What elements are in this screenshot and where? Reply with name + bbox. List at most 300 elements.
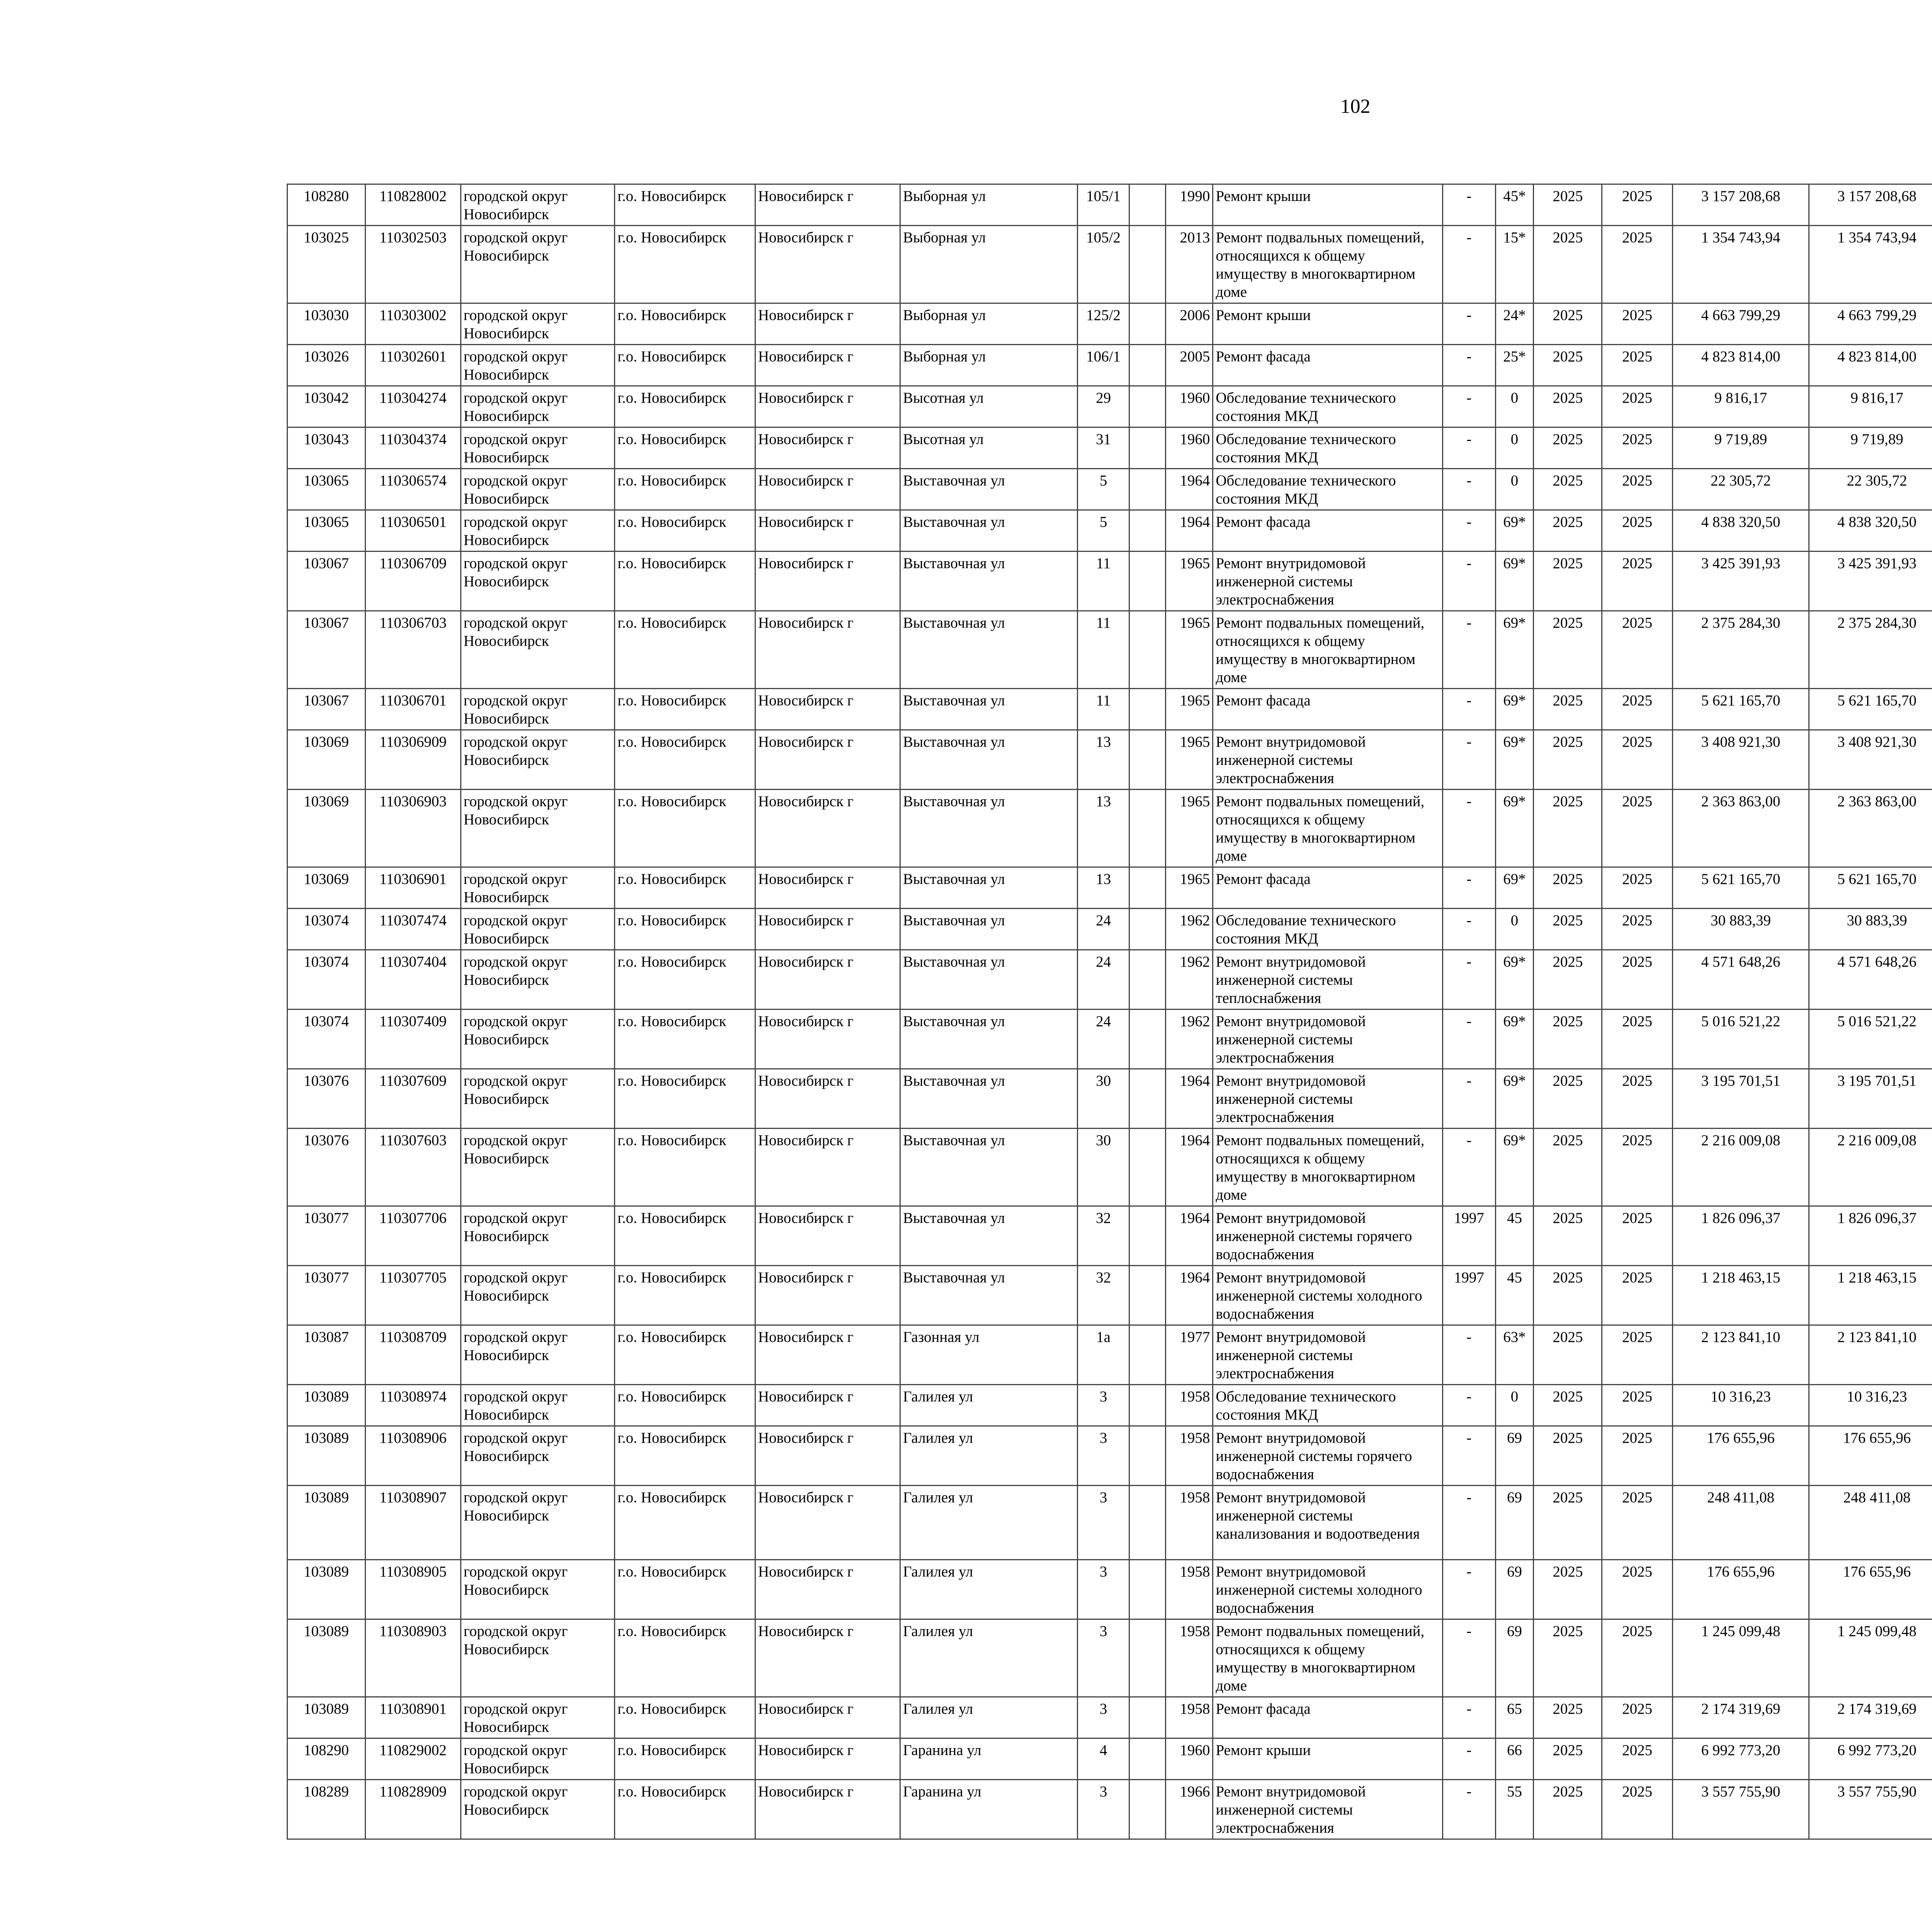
cell-street: Выставочная ул bbox=[900, 1266, 1077, 1325]
cell-wear-percent: 69* bbox=[1495, 790, 1533, 867]
cell-street: Выборная ул bbox=[900, 345, 1077, 386]
cell-wear-percent: 63* bbox=[1495, 1325, 1533, 1385]
cell-municipality: г.о. Новосибирск bbox=[615, 909, 755, 950]
cell-last-repair-year: - bbox=[1442, 1129, 1495, 1206]
cell-settlement: Новосибирск г bbox=[755, 386, 900, 427]
cell-house-number: 13 bbox=[1077, 867, 1129, 909]
cell-year-built: 1990 bbox=[1166, 184, 1213, 226]
cell-wear-percent: 66 bbox=[1495, 1738, 1533, 1780]
cell-total-cost: 9 719,89 bbox=[1672, 427, 1809, 469]
cell-regional-fund-cost: 3 157 208,68 bbox=[1809, 184, 1932, 226]
cell-municipality: г.о. Новосибирск bbox=[615, 1780, 755, 1839]
cell-house-id: 103025 bbox=[287, 226, 366, 303]
cell-house-id: 103069 bbox=[287, 790, 366, 867]
cell-year-built: 1964 bbox=[1166, 1129, 1213, 1206]
table-row bbox=[287, 730, 1932, 790]
cell-municipal-district: городской округ Новосибирск bbox=[461, 552, 615, 611]
cell-house-id: 103077 bbox=[287, 1266, 366, 1325]
cell-street: Выставочная ул bbox=[900, 1129, 1077, 1206]
cell-municipal-district: городской округ Новосибирск bbox=[461, 303, 615, 345]
cell-total-cost: 2 123 841,10 bbox=[1672, 1325, 1809, 1385]
cell-street: Галилея ул bbox=[900, 1560, 1077, 1619]
cell-house-id: 103043 bbox=[287, 427, 366, 469]
cell-plan-year-from: 2025 bbox=[1534, 552, 1602, 611]
table-row bbox=[287, 1206, 1932, 1266]
table-row bbox=[287, 303, 1932, 345]
cell-municipal-district: городской округ Новосибирск bbox=[461, 1486, 615, 1560]
cell-wear-percent: 0 bbox=[1495, 1385, 1533, 1426]
table-row bbox=[287, 1069, 1932, 1129]
cell-house-number: 3 bbox=[1077, 1426, 1129, 1486]
cell-municipality: г.о. Новосибирск bbox=[615, 950, 755, 1010]
cell-municipality: г.о. Новосибирск bbox=[615, 345, 755, 386]
cell-municipality: г.о. Новосибирск bbox=[615, 1010, 755, 1069]
cell-settlement: Новосибирск г bbox=[755, 1780, 900, 1839]
cell-wear-percent: 69 bbox=[1495, 1486, 1533, 1560]
cell-municipality: г.о. Новосибирск bbox=[615, 226, 755, 303]
cell-building bbox=[1129, 1780, 1166, 1839]
cell-last-repair-year: - bbox=[1442, 790, 1495, 867]
cell-house-id: 108290 bbox=[287, 1738, 366, 1780]
cell-year-built: 1958 bbox=[1166, 1385, 1213, 1426]
cell-total-cost: 4 823 814,00 bbox=[1672, 345, 1809, 386]
cell-building bbox=[1129, 1486, 1166, 1560]
cell-municipality: г.о. Новосибирск bbox=[615, 1560, 755, 1619]
cell-house-id: 103076 bbox=[287, 1129, 366, 1206]
cell-municipal-district: городской округ Новосибирск bbox=[461, 730, 615, 790]
cell-plan-year-to: 2025 bbox=[1602, 730, 1672, 790]
cell-total-cost: 3 425 391,93 bbox=[1672, 552, 1809, 611]
cell-work-type: Ремонт внутридомовой инженерной системы электроснабжения bbox=[1213, 730, 1442, 790]
cell-plan-year-to: 2025 bbox=[1602, 303, 1672, 345]
cell-regional-fund-cost: 3 425 391,93 bbox=[1809, 552, 1932, 611]
cell-plan-year-to: 2025 bbox=[1602, 1426, 1672, 1486]
cell-record-id: 110308907 bbox=[365, 1486, 461, 1560]
cell-regional-fund-cost: 1 218 463,15 bbox=[1809, 1266, 1932, 1325]
cell-work-type: Ремонт внутридомовой инженерной системы канализования и водоотведения bbox=[1213, 1486, 1442, 1560]
cell-total-cost: 1 826 096,37 bbox=[1672, 1206, 1809, 1266]
table-row bbox=[287, 1325, 1932, 1385]
cell-municipal-district: городской округ Новосибирск bbox=[461, 226, 615, 303]
cell-settlement: Новосибирск г bbox=[755, 1738, 900, 1780]
cell-building bbox=[1129, 1010, 1166, 1069]
cell-building bbox=[1129, 303, 1166, 345]
cell-plan-year-to: 2025 bbox=[1602, 1619, 1672, 1697]
cell-plan-year-to: 2025 bbox=[1602, 1325, 1672, 1385]
cell-settlement: Новосибирск г bbox=[755, 303, 900, 345]
cell-plan-year-from: 2025 bbox=[1534, 1619, 1602, 1697]
cell-settlement: Новосибирск г bbox=[755, 510, 900, 552]
cell-street: Галилея ул bbox=[900, 1486, 1077, 1560]
cell-settlement: Новосибирск г bbox=[755, 1486, 900, 1560]
cell-settlement: Новосибирск г bbox=[755, 226, 900, 303]
cell-house-id: 103077 bbox=[287, 1206, 366, 1266]
cell-settlement: Новосибирск г bbox=[755, 1129, 900, 1206]
cell-record-id: 110307404 bbox=[365, 950, 461, 1010]
cell-record-id: 110304374 bbox=[365, 427, 461, 469]
cell-wear-percent: 0 bbox=[1495, 469, 1533, 510]
cell-house-id: 103074 bbox=[287, 909, 366, 950]
cell-municipality: г.о. Новосибирск bbox=[615, 730, 755, 790]
cell-regional-fund-cost: 30 883,39 bbox=[1809, 909, 1932, 950]
cell-work-type: Обследование технического состояния МКД bbox=[1213, 427, 1442, 469]
cell-total-cost: 3 557 755,90 bbox=[1672, 1780, 1809, 1839]
cell-municipal-district: городской округ Новосибирск bbox=[461, 950, 615, 1010]
cell-house-number: 30 bbox=[1077, 1129, 1129, 1206]
table-row bbox=[287, 469, 1932, 510]
cell-building bbox=[1129, 790, 1166, 867]
cell-building bbox=[1129, 950, 1166, 1010]
table-row bbox=[287, 552, 1932, 611]
cell-year-built: 2006 bbox=[1166, 303, 1213, 345]
table-row bbox=[287, 1266, 1932, 1325]
cell-regional-fund-cost: 248 411,08 bbox=[1809, 1486, 1932, 1560]
cell-year-built: 1958 bbox=[1166, 1697, 1213, 1738]
table-row bbox=[287, 611, 1932, 689]
cell-settlement: Новосибирск г bbox=[755, 427, 900, 469]
cell-plan-year-from: 2025 bbox=[1534, 1385, 1602, 1426]
cell-work-type: Обследование технического состояния МКД bbox=[1213, 386, 1442, 427]
cell-year-built: 1962 bbox=[1166, 950, 1213, 1010]
cell-year-built: 1960 bbox=[1166, 427, 1213, 469]
cell-wear-percent: 65 bbox=[1495, 1697, 1533, 1738]
cell-house-number: 30 bbox=[1077, 1069, 1129, 1129]
cell-plan-year-from: 2025 bbox=[1534, 303, 1602, 345]
cell-house-id: 103074 bbox=[287, 950, 366, 1010]
cell-total-cost: 2 363 863,00 bbox=[1672, 790, 1809, 867]
cell-municipality: г.о. Новосибирск bbox=[615, 1697, 755, 1738]
cell-house-number: 1а bbox=[1077, 1325, 1129, 1385]
cell-last-repair-year: - bbox=[1442, 469, 1495, 510]
cell-work-type: Ремонт крыши bbox=[1213, 303, 1442, 345]
cell-wear-percent: 45* bbox=[1495, 184, 1533, 226]
cell-municipal-district: городской округ Новосибирск bbox=[461, 909, 615, 950]
cell-last-repair-year: - bbox=[1442, 226, 1495, 303]
cell-record-id: 110306703 bbox=[365, 611, 461, 689]
cell-total-cost: 4 571 648,26 bbox=[1672, 950, 1809, 1010]
cell-work-type: Ремонт фасада bbox=[1213, 345, 1442, 386]
cell-regional-fund-cost: 4 571 648,26 bbox=[1809, 950, 1932, 1010]
cell-house-number: 5 bbox=[1077, 469, 1129, 510]
cell-house-number: 4 bbox=[1077, 1738, 1129, 1780]
cell-municipality: г.о. Новосибирск bbox=[615, 867, 755, 909]
cell-street: Выставочная ул bbox=[900, 730, 1077, 790]
cell-plan-year-from: 2025 bbox=[1534, 1780, 1602, 1839]
cell-house-number: 32 bbox=[1077, 1266, 1129, 1325]
cell-building bbox=[1129, 867, 1166, 909]
cell-wear-percent: 15* bbox=[1495, 226, 1533, 303]
cell-year-built: 1960 bbox=[1166, 386, 1213, 427]
cell-wear-percent: 55 bbox=[1495, 1780, 1533, 1839]
cell-year-built: 1960 bbox=[1166, 1738, 1213, 1780]
cell-year-built: 1977 bbox=[1166, 1325, 1213, 1385]
cell-house-number: 13 bbox=[1077, 790, 1129, 867]
table-row bbox=[287, 790, 1932, 867]
cell-plan-year-from: 2025 bbox=[1534, 345, 1602, 386]
cell-plan-year-to: 2025 bbox=[1602, 689, 1672, 730]
cell-plan-year-from: 2025 bbox=[1534, 386, 1602, 427]
cell-plan-year-to: 2025 bbox=[1602, 1010, 1672, 1069]
cell-wear-percent: 45 bbox=[1495, 1206, 1533, 1266]
cell-year-built: 1965 bbox=[1166, 867, 1213, 909]
cell-last-repair-year: - bbox=[1442, 1010, 1495, 1069]
cell-municipality: г.о. Новосибирск bbox=[615, 1619, 755, 1697]
cell-record-id: 110303002 bbox=[365, 303, 461, 345]
cell-last-repair-year: - bbox=[1442, 867, 1495, 909]
cell-year-built: 1964 bbox=[1166, 510, 1213, 552]
cell-street: Выставочная ул bbox=[900, 1069, 1077, 1129]
cell-plan-year-to: 2025 bbox=[1602, 552, 1672, 611]
cell-record-id: 110307603 bbox=[365, 1129, 461, 1206]
cell-work-type: Ремонт подвальных помещений, относящихся к общему имуществу в многоквартирном доме bbox=[1213, 611, 1442, 689]
cell-record-id: 110828002 bbox=[365, 184, 461, 226]
cell-total-cost: 176 655,96 bbox=[1672, 1426, 1809, 1486]
cell-municipal-district: городской округ Новосибирск bbox=[461, 469, 615, 510]
cell-street: Выставочная ул bbox=[900, 909, 1077, 950]
table-row bbox=[287, 909, 1932, 950]
cell-house-id: 103089 bbox=[287, 1697, 366, 1738]
cell-total-cost: 22 305,72 bbox=[1672, 469, 1809, 510]
cell-last-repair-year: - bbox=[1442, 1325, 1495, 1385]
cell-year-built: 1958 bbox=[1166, 1486, 1213, 1560]
cell-plan-year-to: 2025 bbox=[1602, 1486, 1672, 1560]
table-row bbox=[287, 1738, 1932, 1780]
cell-year-built: 1962 bbox=[1166, 1010, 1213, 1069]
cell-municipal-district: городской округ Новосибирск bbox=[461, 510, 615, 552]
cell-settlement: Новосибирск г bbox=[755, 730, 900, 790]
cell-settlement: Новосибирск г bbox=[755, 1426, 900, 1486]
cell-plan-year-to: 2025 bbox=[1602, 1738, 1672, 1780]
cell-municipality: г.о. Новосибирск bbox=[615, 510, 755, 552]
cell-street: Галилея ул bbox=[900, 1426, 1077, 1486]
cell-year-built: 2005 bbox=[1166, 345, 1213, 386]
cell-last-repair-year: - bbox=[1442, 730, 1495, 790]
cell-municipality: г.о. Новосибирск bbox=[615, 1738, 755, 1780]
cell-plan-year-from: 2025 bbox=[1534, 730, 1602, 790]
cell-municipality: г.о. Новосибирск bbox=[615, 1385, 755, 1426]
cell-wear-percent: 69* bbox=[1495, 552, 1533, 611]
cell-record-id: 110308974 bbox=[365, 1385, 461, 1426]
cell-plan-year-to: 2025 bbox=[1602, 1129, 1672, 1206]
cell-work-type: Ремонт фасада bbox=[1213, 510, 1442, 552]
cell-plan-year-to: 2025 bbox=[1602, 1697, 1672, 1738]
cell-house-number: 11 bbox=[1077, 611, 1129, 689]
cell-house-number: 24 bbox=[1077, 950, 1129, 1010]
cell-regional-fund-cost: 1 245 099,48 bbox=[1809, 1619, 1932, 1697]
cell-municipal-district: городской округ Новосибирск bbox=[461, 1385, 615, 1426]
cell-house-id: 103089 bbox=[287, 1426, 366, 1486]
cell-last-repair-year: - bbox=[1442, 950, 1495, 1010]
cell-municipal-district: городской округ Новосибирск bbox=[461, 386, 615, 427]
cell-building bbox=[1129, 1738, 1166, 1780]
cell-building bbox=[1129, 1619, 1166, 1697]
cell-plan-year-from: 2025 bbox=[1534, 226, 1602, 303]
cell-record-id: 110308906 bbox=[365, 1426, 461, 1486]
cell-work-type: Ремонт внутридомовой инженерной системы холодного водоснабжения bbox=[1213, 1560, 1442, 1619]
cell-municipal-district: городской округ Новосибирск bbox=[461, 1560, 615, 1619]
cell-last-repair-year: - bbox=[1442, 1069, 1495, 1129]
cell-record-id: 110306701 bbox=[365, 689, 461, 730]
cell-street: Выборная ул bbox=[900, 184, 1077, 226]
table-row bbox=[287, 1010, 1932, 1069]
cell-work-type: Ремонт подвальных помещений, относящихся к общему имуществу в многоквартирном доме bbox=[1213, 790, 1442, 867]
cell-regional-fund-cost: 4 838 320,50 bbox=[1809, 510, 1932, 552]
cell-last-repair-year: - bbox=[1442, 345, 1495, 386]
cell-work-type: Ремонт крыши bbox=[1213, 1738, 1442, 1780]
cell-street: Выставочная ул bbox=[900, 611, 1077, 689]
cell-building bbox=[1129, 1560, 1166, 1619]
cell-total-cost: 5 621 165,70 bbox=[1672, 867, 1809, 909]
cell-total-cost: 2 216 009,08 bbox=[1672, 1129, 1809, 1206]
cell-street: Высотная ул bbox=[900, 386, 1077, 427]
cell-municipal-district: городской округ Новосибирск bbox=[461, 1780, 615, 1839]
cell-last-repair-year: - bbox=[1442, 1697, 1495, 1738]
cell-plan-year-from: 2025 bbox=[1534, 1129, 1602, 1206]
cell-street: Выставочная ул bbox=[900, 1010, 1077, 1069]
cell-house-number: 24 bbox=[1077, 1010, 1129, 1069]
cell-year-built: 1964 bbox=[1166, 1206, 1213, 1266]
cell-year-built: 1965 bbox=[1166, 730, 1213, 790]
cell-total-cost: 6 992 773,20 bbox=[1672, 1738, 1809, 1780]
table-row bbox=[287, 345, 1932, 386]
cell-regional-fund-cost: 10 316,23 bbox=[1809, 1385, 1932, 1426]
table-row bbox=[287, 386, 1932, 427]
cell-regional-fund-cost: 2 174 319,69 bbox=[1809, 1697, 1932, 1738]
cell-municipal-district: городской округ Новосибирск bbox=[461, 689, 615, 730]
cell-wear-percent: 69* bbox=[1495, 689, 1533, 730]
cell-plan-year-from: 2025 bbox=[1534, 510, 1602, 552]
cell-municipality: г.о. Новосибирск bbox=[615, 1486, 755, 1560]
table-row bbox=[287, 1426, 1932, 1486]
cell-work-type: Ремонт внутридомовой инженерной системы теплоснабжения bbox=[1213, 950, 1442, 1010]
cell-total-cost: 30 883,39 bbox=[1672, 909, 1809, 950]
cell-record-id: 110306501 bbox=[365, 510, 461, 552]
cell-work-type: Ремонт внутридомовой инженерной системы горячего водоснабжения bbox=[1213, 1426, 1442, 1486]
cell-settlement: Новосибирск г bbox=[755, 1325, 900, 1385]
cell-plan-year-to: 2025 bbox=[1602, 1780, 1672, 1839]
cell-regional-fund-cost: 9 719,89 bbox=[1809, 427, 1932, 469]
cell-plan-year-from: 2025 bbox=[1534, 790, 1602, 867]
cell-record-id: 110829002 bbox=[365, 1738, 461, 1780]
table-row bbox=[287, 1697, 1932, 1738]
cell-municipal-district: городской округ Новосибирск bbox=[461, 867, 615, 909]
cell-house-id: 103089 bbox=[287, 1619, 366, 1697]
cell-work-type: Ремонт фасада bbox=[1213, 1697, 1442, 1738]
cell-plan-year-from: 2025 bbox=[1534, 1486, 1602, 1560]
cell-regional-fund-cost: 3 195 701,51 bbox=[1809, 1069, 1932, 1129]
cell-total-cost: 3 408 921,30 bbox=[1672, 730, 1809, 790]
cell-municipality: г.о. Новосибирск bbox=[615, 1325, 755, 1385]
cell-regional-fund-cost: 2 375 284,30 bbox=[1809, 611, 1932, 689]
cell-house-number: 3 bbox=[1077, 1385, 1129, 1426]
cell-house-id: 108289 bbox=[287, 1780, 366, 1839]
cell-building bbox=[1129, 1697, 1166, 1738]
cell-wear-percent: 69* bbox=[1495, 1010, 1533, 1069]
cell-plan-year-to: 2025 bbox=[1602, 510, 1672, 552]
cell-municipality: г.о. Новосибирск bbox=[615, 689, 755, 730]
cell-settlement: Новосибирск г bbox=[755, 689, 900, 730]
cell-building bbox=[1129, 1426, 1166, 1486]
cell-building bbox=[1129, 1206, 1166, 1266]
cell-work-type: Ремонт внутридомовой инженерной системы электроснабжения bbox=[1213, 1780, 1442, 1839]
cell-regional-fund-cost: 4 823 814,00 bbox=[1809, 345, 1932, 386]
cell-year-built: 1965 bbox=[1166, 689, 1213, 730]
cell-settlement: Новосибирск г bbox=[755, 345, 900, 386]
cell-last-repair-year: - bbox=[1442, 510, 1495, 552]
cell-last-repair-year: 1997 bbox=[1442, 1266, 1495, 1325]
cell-record-id: 110307474 bbox=[365, 909, 461, 950]
cell-house-id: 103089 bbox=[287, 1385, 366, 1426]
cell-wear-percent: 69* bbox=[1495, 1129, 1533, 1206]
cell-street: Гаранина ул bbox=[900, 1780, 1077, 1839]
table-row bbox=[287, 1385, 1932, 1426]
cell-building bbox=[1129, 184, 1166, 226]
cell-municipality: г.о. Новосибирск bbox=[615, 790, 755, 867]
cell-street: Галилея ул bbox=[900, 1697, 1077, 1738]
cell-house-number: 32 bbox=[1077, 1206, 1129, 1266]
cell-municipality: г.о. Новосибирск bbox=[615, 1206, 755, 1266]
cell-last-repair-year: - bbox=[1442, 1486, 1495, 1560]
cell-wear-percent: 69 bbox=[1495, 1426, 1533, 1486]
cell-house-number: 105/1 bbox=[1077, 184, 1129, 226]
cell-regional-fund-cost: 5 016 521,22 bbox=[1809, 1010, 1932, 1069]
cell-municipal-district: городской округ Новосибирск bbox=[461, 1426, 615, 1486]
cell-building bbox=[1129, 730, 1166, 790]
cell-municipality: г.о. Новосибирск bbox=[615, 1069, 755, 1129]
cell-street: Газонная ул bbox=[900, 1325, 1077, 1385]
cell-house-number: 29 bbox=[1077, 386, 1129, 427]
cell-regional-fund-cost: 6 992 773,20 bbox=[1809, 1738, 1932, 1780]
cell-plan-year-to: 2025 bbox=[1602, 1266, 1672, 1325]
cell-record-id: 110308709 bbox=[365, 1325, 461, 1385]
cell-plan-year-from: 2025 bbox=[1534, 909, 1602, 950]
cell-plan-year-to: 2025 bbox=[1602, 184, 1672, 226]
cell-municipality: г.о. Новосибирск bbox=[615, 1266, 755, 1325]
cell-record-id: 110307609 bbox=[365, 1069, 461, 1129]
cell-plan-year-from: 2025 bbox=[1534, 1010, 1602, 1069]
table-body bbox=[287, 184, 1932, 1839]
cell-building bbox=[1129, 1266, 1166, 1325]
cell-house-id: 103042 bbox=[287, 386, 366, 427]
cell-last-repair-year: - bbox=[1442, 303, 1495, 345]
cell-house-id: 103030 bbox=[287, 303, 366, 345]
cell-wear-percent: 69* bbox=[1495, 867, 1533, 909]
cell-house-number: 31 bbox=[1077, 427, 1129, 469]
table-row bbox=[287, 689, 1932, 730]
table-row bbox=[287, 1780, 1932, 1839]
cell-plan-year-from: 2025 bbox=[1534, 1426, 1602, 1486]
cell-regional-fund-cost: 5 621 165,70 bbox=[1809, 689, 1932, 730]
cell-total-cost: 5 016 521,22 bbox=[1672, 1010, 1809, 1069]
cell-municipal-district: городской округ Новосибирск bbox=[461, 345, 615, 386]
cell-municipal-district: городской округ Новосибирск bbox=[461, 1325, 615, 1385]
cell-plan-year-to: 2025 bbox=[1602, 1206, 1672, 1266]
cell-regional-fund-cost: 4 663 799,29 bbox=[1809, 303, 1932, 345]
cell-municipal-district: городской округ Новосибирск bbox=[461, 1266, 615, 1325]
cell-record-id: 110828909 bbox=[365, 1780, 461, 1839]
cell-house-number: 3 bbox=[1077, 1619, 1129, 1697]
cell-plan-year-to: 2025 bbox=[1602, 611, 1672, 689]
cell-last-repair-year: - bbox=[1442, 1738, 1495, 1780]
cell-municipal-district: городской округ Новосибирск bbox=[461, 1129, 615, 1206]
cell-plan-year-to: 2025 bbox=[1602, 345, 1672, 386]
cell-street: Выставочная ул bbox=[900, 510, 1077, 552]
cell-total-cost: 10 316,23 bbox=[1672, 1385, 1809, 1426]
cell-year-built: 2013 bbox=[1166, 226, 1213, 303]
cell-year-built: 1964 bbox=[1166, 1069, 1213, 1129]
cell-house-number: 3 bbox=[1077, 1780, 1129, 1839]
cell-building bbox=[1129, 1069, 1166, 1129]
